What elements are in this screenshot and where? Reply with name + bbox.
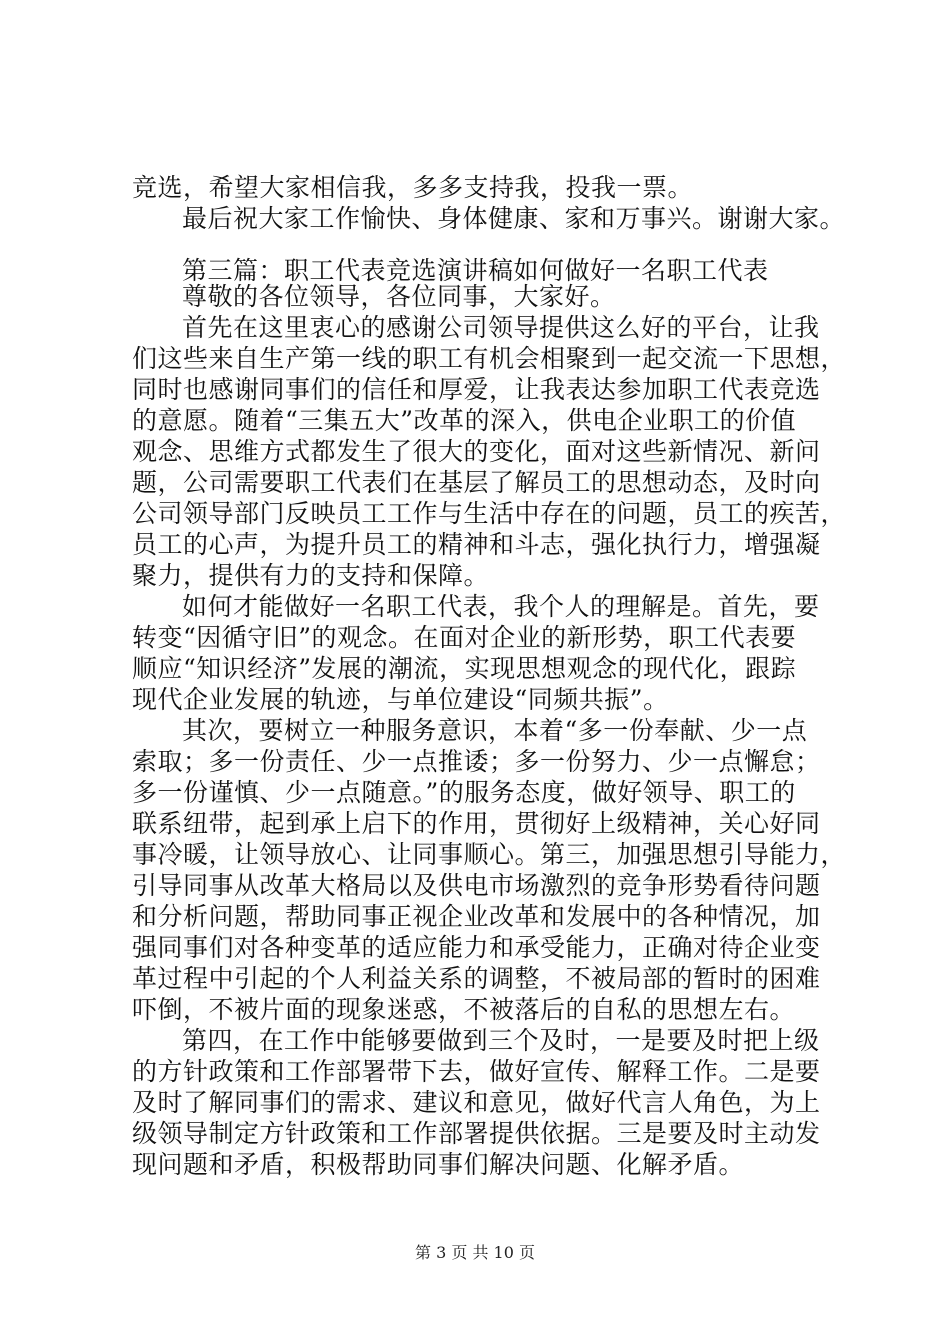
page-number-footer: 第 3 页 共 10 页	[415, 1243, 535, 1262]
text-line: 强同事们对各种变革的适应能力和承受能力，正确对待企业变	[132, 933, 821, 962]
text-line: 聚力，提供有力的支持和保障。	[132, 561, 490, 590]
text-line: 联系纽带，起到承上启下的作用，贯彻好上级精神，关心好同	[132, 809, 821, 838]
text-line: 级领导制定方针政策和工作部署提供依据。三是要及时主动发	[132, 1119, 821, 1148]
text-line: 引导同事从改革大格局以及供电市场激烈的竞争形势看待问题	[132, 871, 821, 900]
text-line: 们这些来自生产第一线的职工有机会相聚到一起交流一下思想，	[132, 344, 847, 373]
text-line: 的方针政策和工作部署带下去，做好宣传、解释工作。二是要	[132, 1057, 821, 1086]
text-line: 其次，要树立一种服务意识，本着“多一份奉献、少一点	[182, 716, 808, 745]
text-line: 现问题和矛盾，积极帮助同事们解决问题、化解矛盾。	[132, 1150, 745, 1179]
text-line: 和分析问题，帮助同事正视企业改革和发展中的各种情况，加	[132, 902, 821, 931]
text-line: 吓倒，不被片面的现象迷惑，不被落后的自私的思想左右。	[132, 995, 796, 1024]
text-line: 顺应“知识经济”发展的潮流，实现思想观念的现代化，跟踪	[132, 654, 797, 683]
text-line: 多一份谨慎、少一点随意。”的服务态度，做好领导、职工的	[132, 778, 796, 807]
text-line: 革过程中引起的个人利益关系的调整，不被局部的暂时的困难	[132, 964, 821, 993]
text-line: 首先在这里衷心的感谢公司领导提供这么好的平台，让我	[182, 313, 820, 342]
text-line: 最后祝大家工作愉快、身体健康、家和万事兴。谢谢大家。	[182, 204, 846, 233]
text-line: 竞选，希望大家相信我，多多支持我，投我一票。	[132, 173, 694, 202]
text-line: 题，公司需要职工代表们在基层了解员工的思想动态，及时向	[132, 468, 821, 497]
text-line: 公司领导部门反映员工工作与生活中存在的问题，员工的疾苦，	[132, 499, 847, 528]
text-line: 现代企业发展的轨迹，与单位建设“同频共振”。	[132, 685, 669, 714]
text-line: 同时也感谢同事们的信任和厚爱，让我表达参加职工代表竞选	[132, 375, 821, 404]
text-line: 尊敬的各位领导，各位同事，大家好。	[182, 282, 616, 311]
text-line: 及时了解同事们的需求、建议和意见，做好代言人角色，为上	[132, 1088, 821, 1117]
text-line: 观念、思维方式都发生了很大的变化，面对这些新情况、新问	[132, 437, 821, 466]
text-line: 转变“因循守旧”的观念。在面对企业的新形势，职工代表要	[132, 623, 797, 652]
text-line: 的意愿。随着“三集五大”改革的深入，供电企业职工的价值	[132, 406, 797, 435]
text-line: 事冷暖，让领导放心、让同事顺心。第三，加强思想引导能力，	[132, 840, 847, 869]
text-line: 员工的心声，为提升员工的精神和斗志，强化执行力，增强凝	[132, 530, 821, 559]
text-line: 如何才能做好一名职工代表，我个人的理解是。首先，要	[182, 592, 820, 621]
text-line: 第四，在工作中能够要做到三个及时，一是要及时把上级	[182, 1026, 820, 1055]
text-line: 索取；多一份责任、少一点推诿；多一份努力、少一点懈怠；	[132, 747, 821, 776]
section-heading: 第三篇：职工代表竞选演讲稿如何做好一名职工代表	[182, 256, 769, 285]
